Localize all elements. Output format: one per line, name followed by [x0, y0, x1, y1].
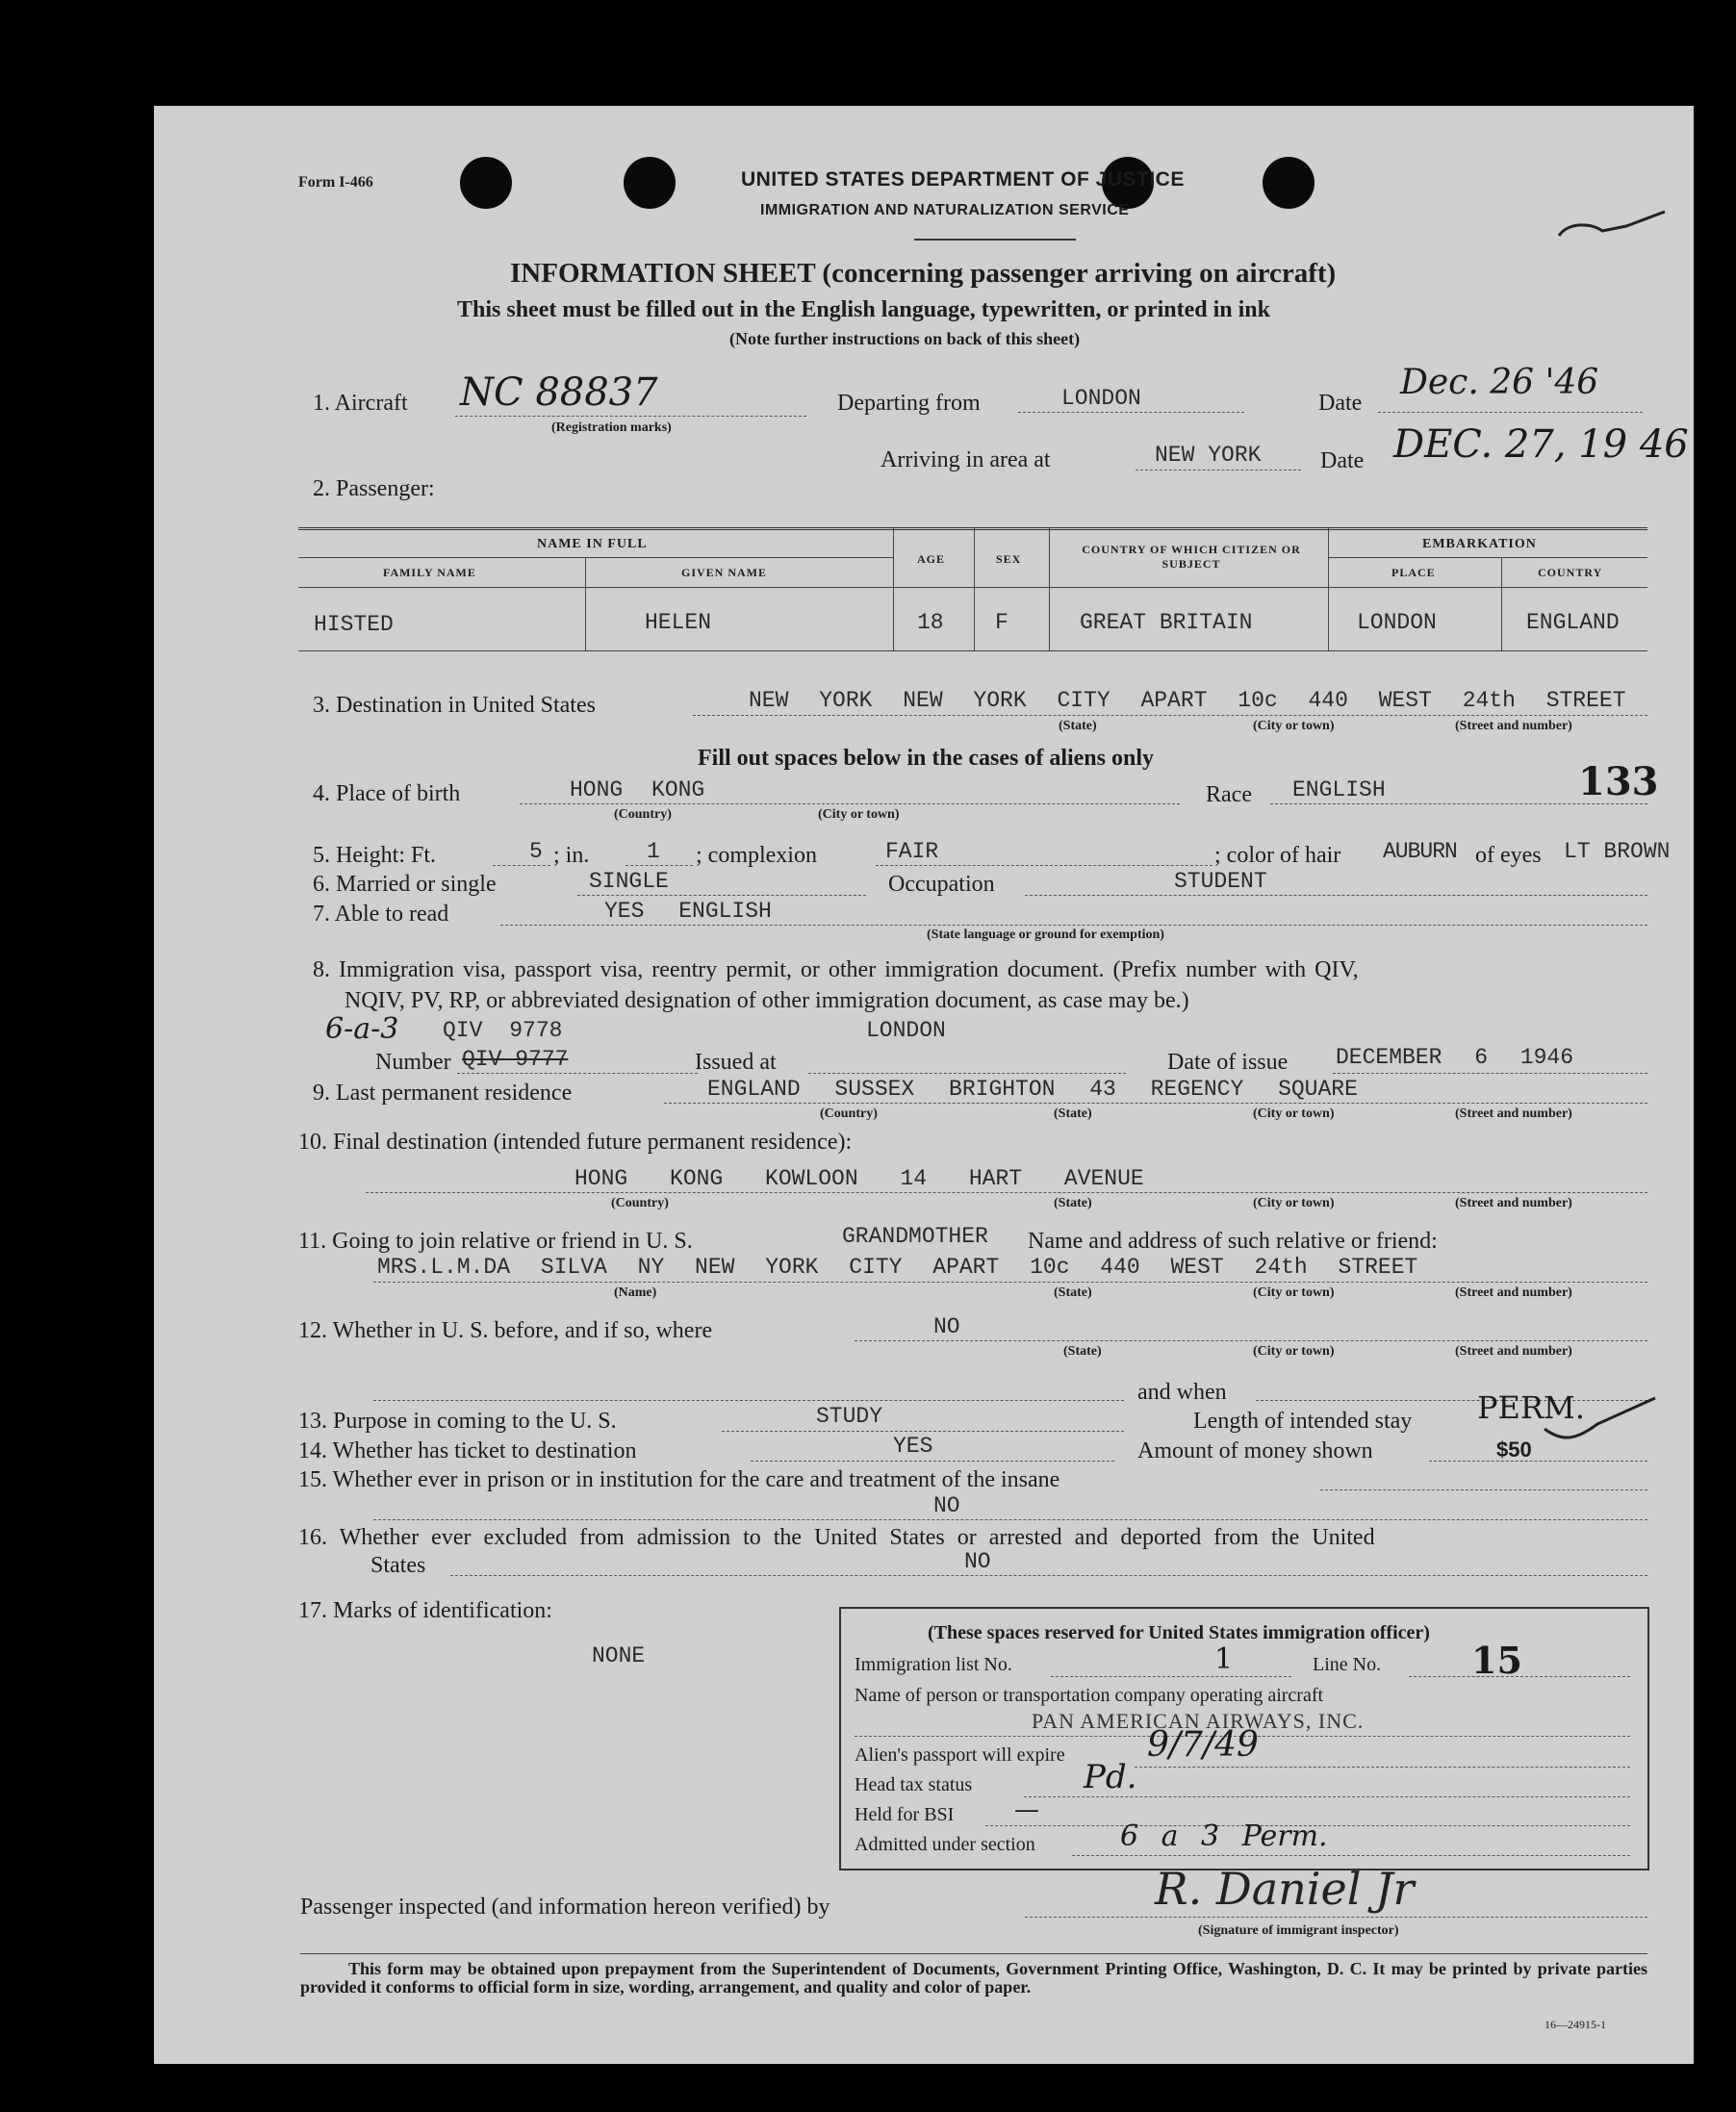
caption-street: (Street and number): [1455, 1107, 1572, 1121]
purpose-label: 13. Purpose in coming to the U. S.: [298, 1409, 617, 1434]
arrival-date[interactable]: DEC. 27, 19 46: [1393, 422, 1689, 467]
caption-name: (Name): [614, 1285, 657, 1300]
issue-date-label: Date of issue: [1167, 1050, 1289, 1075]
caption-city: (City or town): [1253, 1344, 1335, 1359]
registration-caption: (Registration marks): [551, 420, 672, 435]
caption-city: (City or town): [1253, 1107, 1335, 1121]
embark-place-value[interactable]: LONDON: [1357, 610, 1437, 635]
caption-city: (City or town): [1253, 1285, 1335, 1300]
visa-document-number[interactable]: QIV 9778: [443, 1018, 563, 1043]
footer-text: This form may be obtained upon prepayment from the Superintendent of Documents, Government Printing Office, Washington, D. C. It may be printed by private parties provided it conforms to official form in size, wording, arrangement, and quality and color of paper.: [300, 1959, 1647, 1997]
line-label: Line No.: [1313, 1654, 1382, 1675]
form-title: INFORMATION SHEET (concerning passenger arriving on aircraft): [510, 258, 1337, 289]
headtax-label: Head tax status: [855, 1774, 973, 1795]
ticket-value[interactable]: YES: [893, 1434, 933, 1459]
height-label: 5. Height: Ft.: [313, 843, 437, 868]
height-inches[interactable]: 1: [647, 839, 660, 864]
join-relative-label: 11. Going to join relative or friend in U. S.: [298, 1229, 693, 1254]
footer-code: 16—24915-1: [1545, 2018, 1606, 2031]
read-caption: (State language or ground for exemption): [927, 928, 1164, 942]
embark-country-value[interactable]: ENGLAND: [1526, 610, 1620, 635]
departing-from[interactable]: LONDON: [1061, 386, 1141, 411]
marks-label: 17. Marks of identification:: [298, 1598, 552, 1623]
departure-date-label: Date: [1318, 391, 1363, 416]
number-struck: QIV 9777: [462, 1047, 569, 1072]
visa-annotation: 6-a-3: [325, 1012, 399, 1046]
eyes-label: of eyes: [1475, 843, 1542, 868]
headtax-value[interactable]: Pd.: [1084, 1758, 1137, 1796]
inspector-signature[interactable]: R. Daniel Jr: [1155, 1863, 1415, 1915]
hair-label: ; color of hair: [1214, 843, 1341, 868]
caption-country: (Country): [614, 807, 672, 822]
birthplace-value[interactable]: HONG KONG: [570, 777, 705, 802]
header-rule: [914, 239, 1076, 241]
sex-value[interactable]: F: [995, 610, 1008, 635]
occupation-value[interactable]: STUDENT: [1174, 869, 1267, 894]
list-label: Immigration list No.: [855, 1654, 1012, 1675]
aircraft-label: 1. Aircraft: [313, 391, 408, 416]
age-value[interactable]: 18: [917, 610, 944, 635]
occupation-label: Occupation: [888, 872, 995, 897]
caption-city: (City or town): [1253, 719, 1335, 733]
caption-state: (State): [1063, 1344, 1102, 1359]
race-value[interactable]: ENGLISH: [1292, 777, 1386, 802]
form-number: Form I-466: [298, 174, 373, 191]
stay-value[interactable]: PERM.: [1477, 1389, 1585, 1426]
list-number[interactable]: 1: [1214, 1642, 1234, 1676]
form-note: (Note further instructions on back of this sheet): [729, 329, 1081, 348]
issued-at-label: Issued at: [695, 1050, 777, 1075]
caption-state: (State): [1054, 1196, 1092, 1210]
arriving-label: Arriving in area at: [881, 447, 1051, 472]
destination-value[interactable]: NEW YORK NEW YORK CITY APART 10c 440 WEST 24th STREET: [749, 688, 1626, 713]
destination-label: 3. Destination in United States: [313, 693, 596, 718]
caption-state: (State): [1054, 1107, 1092, 1121]
hair-value[interactable]: AUBURN: [1383, 839, 1457, 864]
section-value[interactable]: 6 a 3 Perm.: [1120, 1819, 1328, 1853]
header-given-name: GIVEN NAME: [681, 566, 768, 579]
officer-box: [839, 1607, 1649, 1870]
arriving-at[interactable]: NEW YORK: [1155, 443, 1262, 468]
and-when-label: and when: [1137, 1380, 1227, 1405]
punch-hole: [1263, 157, 1315, 209]
issue-date-value[interactable]: DECEMBER 6 1946: [1336, 1045, 1574, 1070]
header-family-name: FAMILY NAME: [383, 566, 476, 579]
passenger-label: 2. Passenger:: [313, 476, 435, 501]
eyes-value[interactable]: LT BROWN: [1564, 839, 1671, 864]
line-number[interactable]: 15: [1471, 1639, 1522, 1682]
complexion-label: ; complexion: [696, 843, 817, 868]
section-label: Admitted under section: [855, 1834, 1035, 1855]
operator-value[interactable]: PAN AMERICAN AIRWAYS, INC.: [1032, 1709, 1365, 1733]
caption-street: (Street and number): [1455, 1344, 1572, 1359]
caption-city: (City or town): [1253, 1196, 1335, 1210]
number-label: Number: [375, 1050, 451, 1075]
relation-value[interactable]: GRANDMOTHER: [842, 1224, 988, 1249]
file-number: 133: [1578, 759, 1659, 804]
caption-street: (Street and number): [1455, 1196, 1572, 1210]
marks-value[interactable]: NONE: [592, 1643, 646, 1668]
bsi-value[interactable]: —: [1014, 1795, 1039, 1824]
aliens-heading: Fill out spaces below in the cases of aliens only: [698, 746, 1155, 771]
prior-us-value[interactable]: NO: [933, 1314, 960, 1339]
header-name-in-full: NAME IN FULL: [537, 537, 648, 551]
caption-street: (Street and number): [1455, 719, 1572, 733]
birthplace-label: 4. Place of birth: [313, 781, 461, 806]
form-sheet: [154, 106, 1694, 2064]
visa-label-2: NQIV, PV, RP, or abbreviated designation of other immigration document, as case may be.): [345, 988, 1189, 1013]
inches-label: ; in.: [553, 843, 590, 868]
service-name: IMMIGRATION AND NATURALIZATION SERVICE: [760, 202, 1130, 218]
visa-label: 8. Immigration visa, passport visa, reentry permit, or other immigration document. (Prefix number with QIV,: [313, 957, 1359, 982]
visa-issued-place[interactable]: LONDON: [866, 1018, 946, 1043]
excluded-label-2: States: [370, 1553, 426, 1578]
caption-state: (State): [1059, 719, 1097, 733]
stay-label: Length of intended stay: [1193, 1409, 1413, 1434]
money-label: Amount of money shown: [1137, 1438, 1373, 1463]
header-country: COUNTRY: [1538, 566, 1603, 579]
marital-label: 6. Married or single: [313, 872, 497, 897]
signature-caption: (Signature of immigrant inspector): [1198, 1923, 1399, 1938]
caption-country: (Country): [611, 1196, 669, 1210]
prior-us-label: 12. Whether in U. S. before, and if so, where: [298, 1318, 713, 1343]
excluded-value[interactable]: NO: [964, 1549, 991, 1574]
bsi-label: Held for BSI: [855, 1804, 955, 1825]
stay-mark: [1540, 1390, 1665, 1448]
marital-value[interactable]: SINGLE: [589, 869, 669, 894]
inspection-label: Passenger inspected (and information hereon verified) by: [300, 1895, 830, 1920]
final-destination-value[interactable]: HONG KONG KOWLOON 14 HART AVENUE: [574, 1166, 1144, 1191]
purpose-value[interactable]: STUDY: [816, 1404, 883, 1429]
complexion-value[interactable]: FAIR: [885, 839, 939, 864]
corner-mark: [1530, 154, 1684, 308]
caption-city: (City or town): [818, 807, 900, 822]
passport-expire-label: Alien's passport will expire: [855, 1744, 1065, 1766]
header-age: AGE: [917, 552, 946, 566]
footer-rule: [300, 1953, 1647, 1954]
last-residence-value[interactable]: ENGLAND SUSSEX BRIGHTON 43 REGENCY SQUARE: [707, 1077, 1358, 1102]
last-residence-label: 9. Last permanent residence: [313, 1081, 573, 1106]
arrival-date-label: Date: [1320, 448, 1365, 473]
final-destination-label: 10. Final destination (intended future permanent residence):: [298, 1130, 853, 1155]
prison-value[interactable]: NO: [933, 1493, 960, 1518]
operator-label: Name of person or transportation company operating aircraft: [855, 1685, 1324, 1706]
header-embarkation: EMBARKATION: [1422, 537, 1537, 551]
money-value[interactable]: $50: [1496, 1438, 1532, 1462]
punch-hole: [460, 157, 512, 209]
department-name: UNITED STATES DEPARTMENT OF JUSTICE: [741, 168, 1185, 191]
ticket-label: 14. Whether has ticket to destination: [298, 1438, 637, 1463]
header-sex: SEX: [996, 552, 1022, 566]
caption-state: (State): [1054, 1285, 1092, 1300]
caption-street: (Street and number): [1455, 1285, 1572, 1300]
header-place: PLACE: [1391, 566, 1436, 579]
punch-hole: [624, 157, 676, 209]
given-name-value[interactable]: HELEN: [645, 610, 712, 635]
citizenship-value[interactable]: GREAT BRITAIN: [1080, 610, 1253, 635]
excluded-label: 16. Whether ever excluded from admission to the United States or arrested and deported from the United: [298, 1525, 1375, 1550]
header-citizenship: COUNTRY OF WHICH CITIZEN OR SUBJECT: [1082, 543, 1301, 571]
race-label: Race: [1206, 782, 1252, 807]
relative-address-label: Name and address of such relative or friend:: [1028, 1229, 1438, 1254]
form-instruction: This sheet must be filled out in the English language, typewritten, or printed in ink: [457, 297, 1270, 322]
caption-country: (Country): [820, 1107, 878, 1121]
departing-label: Departing from: [837, 391, 981, 416]
officer-heading: (These spaces reserved for United States immigration officer): [928, 1622, 1430, 1643]
read-value[interactable]: YES ENGLISH: [604, 899, 772, 924]
read-label: 7. Able to read: [313, 902, 449, 927]
prison-label: 15. Whether ever in prison or in institution for the care and treatment of the insane: [298, 1467, 1060, 1492]
passport-expire-value[interactable]: 9/7/49: [1147, 1725, 1259, 1765]
height-feet[interactable]: 5: [529, 839, 543, 864]
aircraft-registration[interactable]: NC 88837: [460, 370, 658, 415]
family-name-value[interactable]: HISTED: [314, 612, 394, 637]
relative-address-value[interactable]: MRS.L.M.DA SILVA NY NEW YORK CITY APART 10c 440 WEST 24th STREET: [377, 1255, 1418, 1280]
passenger-table: [298, 527, 1647, 652]
departure-date[interactable]: Dec. 26 '46: [1400, 363, 1599, 402]
